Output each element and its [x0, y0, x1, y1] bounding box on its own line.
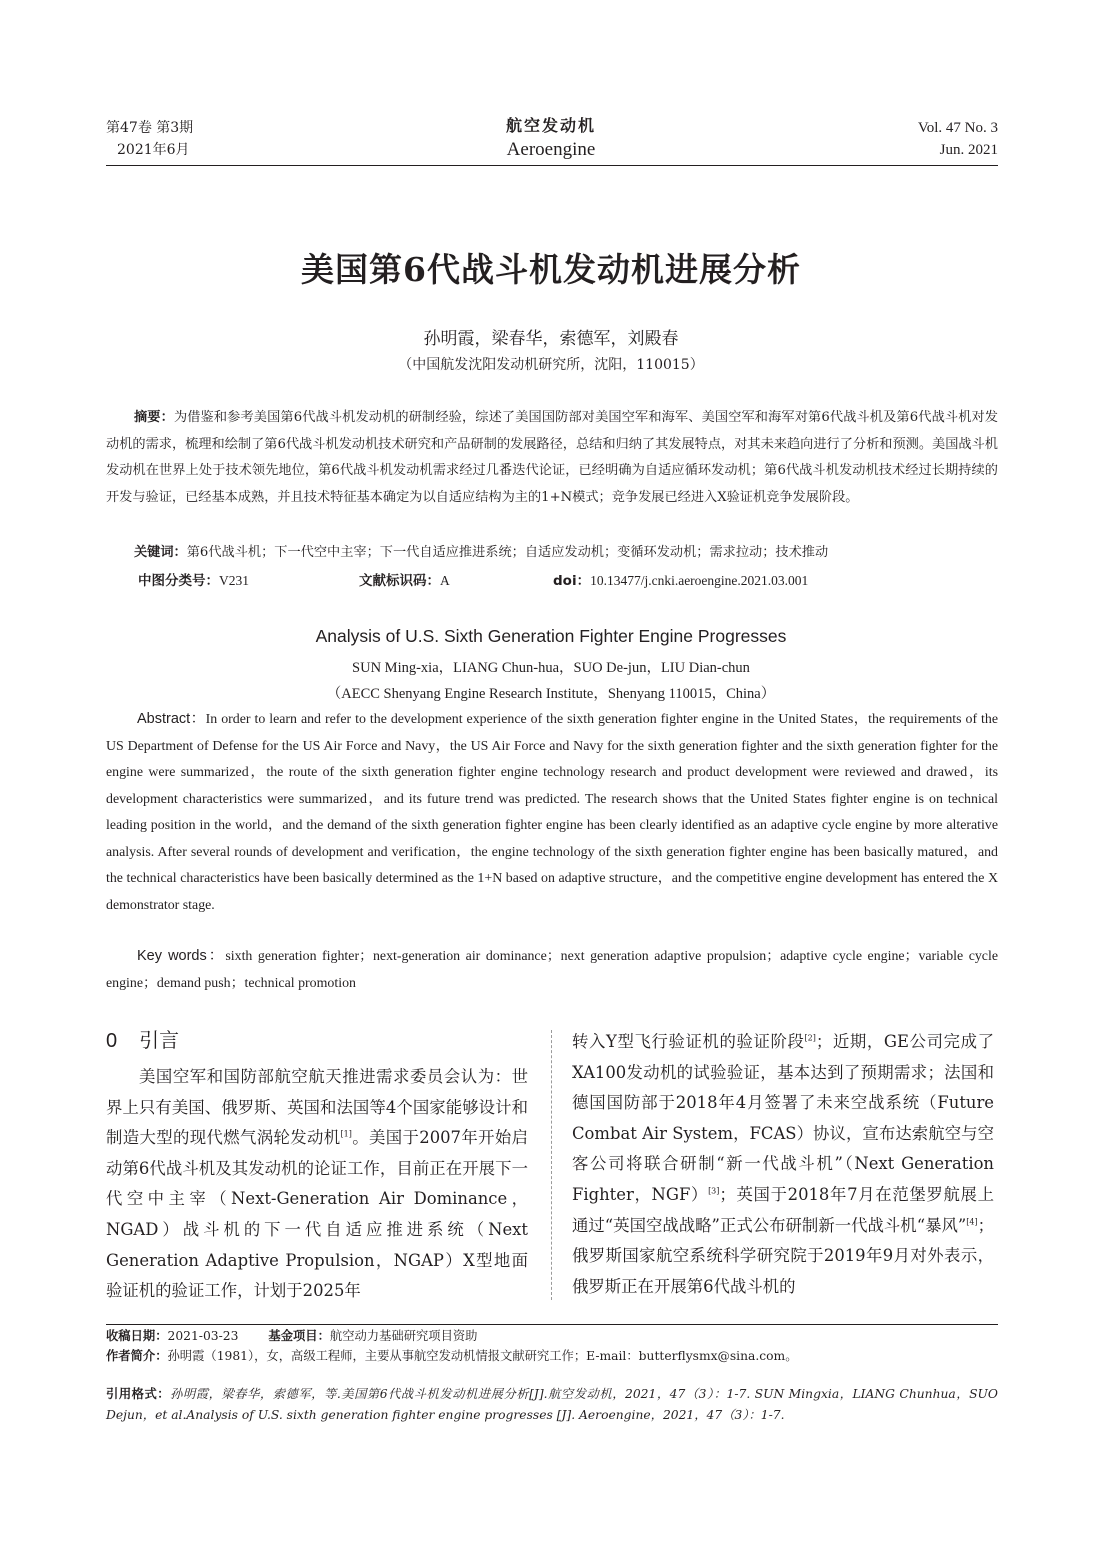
clc-number	[138, 571, 249, 591]
clc-value: V231	[219, 573, 249, 588]
english-title: Analysis of U.S. Sixth Generation Fighter Engine Progresses	[315, 626, 787, 646]
body-right-text-c: ；英国于2018年7月在范堡罗航展上通过“英国空战战略”正式公布研制新一代战斗机“暴风”	[572, 1184, 995, 1235]
body-column-right	[572, 1027, 994, 1302]
citation-value: 孙明霞，梁春华，索德军，等.美国第6代战斗机发动机进展分析[J].航空发动机，2021，47（3）：1-7. SUN Mingxia，LIANG Chunhua，SUO Dejun，et al.Analysis of U.S. sixth generation fighter engine progresses [J]. Aeroengine，2021，47（3）：1-7.	[106, 1387, 998, 1422]
header-vol-issue-zh: 第47卷 第3期	[106, 120, 194, 136]
received-value: 2021-03-23	[167, 1329, 239, 1343]
doi-label: doi：	[553, 573, 591, 589]
affiliation: （中国航发沈阳发动机研究所，沈阳，110015）	[398, 357, 704, 373]
body-left-text-a: 美国空军和国防部航空航天推进需求委员会认为：世界上只有美国、俄罗斯、英国和法国等4个国家能够设计和制造大型的现代燃气涡轮发动机	[106, 1067, 528, 1148]
clc-label: 中图分类号：	[138, 573, 219, 589]
authors: 孙明霞，梁春华，索德军，刘殿春	[423, 329, 679, 349]
fund-label: 基金项目：	[268, 1329, 330, 1343]
abstract-zh-text: 为借鉴和参考美国第6代战斗机发动机的研制经验，综述了美国国防部对美国空军和海军、美国空军和海军对第6代战斗机及第6代战斗机对发动机的需求，梳理和绘制了第6代战斗机发动机技术研究和产品研制的发展路径，总结和归纳了其发展特点，对其未来趋向进行了分析和预测。美国战斗机发动机在世界上处于技术领先地位，第6代战斗机发动机需求经过几番迭代论证，已经明确为自适应循环发动机；第6代战斗机发动机技术经过长期持续的开发与验证，已经基本成熟，并且技术特征基本确定为以自适应结构为主的1+N模式；竞争发展已经进入X验证机竞争发展阶段。	[106, 410, 998, 505]
header-date-zh: 2021年6月	[117, 142, 190, 158]
received-label: 收稿日期：	[106, 1329, 168, 1343]
footnote-received-fund	[106, 1326, 998, 1346]
section-title: 引言	[139, 1030, 180, 1052]
english-affiliation: （AECC Shenyang Engine Research Institute，Shenyang 110015，China）	[326, 686, 776, 702]
paper-title: 美国第6代战斗机发动机进展分析	[301, 250, 801, 289]
abstract-en-label: Abstract：	[137, 711, 206, 727]
header-vol-issue-en: Vol. 47 No. 3	[917, 120, 998, 136]
body-left-text-b: 。美国于2007年开始启动第6代战斗机及其发动机的论证工作，目前正在开展下一代空中主宰（Next-Generation Air Dominance，NGAD）战斗机的下一代自适应推进系统（Next Generation Adaptive Propulsion，NGAP）X型地面验证机的验证工作，计划于2025年	[106, 1128, 528, 1301]
keywords-zh-text: 第6代战斗机；下一代空中主宰；下一代自适应推进系统；自适应发动机；变循环发动机；需求拉动；技术推动	[186, 545, 829, 560]
keywords-zh-label: 关键词：	[134, 545, 187, 560]
citation-ref-1: [1]	[340, 1129, 352, 1139]
bio-value: 孙明霞（1981），女，高级工程师，主要从事航空发动机情报文献研究工作；E-mail：butterflysmx@sina.com。	[167, 1349, 798, 1363]
abstract-zh-label: 摘要：	[134, 410, 174, 425]
header-right	[918, 117, 998, 161]
bio-label: 作者简介：	[106, 1349, 168, 1363]
section-number: 0	[106, 1030, 118, 1052]
doi-value: 10.13477/j.cnki.aeroengine.2021.03.001	[590, 573, 809, 588]
body-right-text-a: 转入Y型飞行验证机的验证阶段	[572, 1032, 805, 1051]
english-authors: SUN Ming-xia，LIANG Chun-hua，SUO De-jun，LIU Dian-chun	[352, 660, 750, 676]
section-heading	[106, 1024, 179, 1053]
journal-name-zh: 航空发动机	[505, 116, 596, 135]
citation-format	[106, 1384, 998, 1426]
doc-code-label: 文献标识码：	[359, 573, 440, 589]
fund-value: 航空动力基础研究项目资助	[329, 1329, 478, 1343]
keywords-en-label: Key words：	[137, 948, 226, 964]
keywords-en-text: sixth generation fighter；next-generation air dominance；next generation adaptive propulsion；adaptive cycle engine；variable cycle engine；demand push；technical promotion	[106, 949, 998, 991]
abstract-zh	[106, 405, 998, 511]
body-right-text-d: ；俄罗斯国家航空系统科学研究院于2019年9月对外表示，俄罗斯正在开展第6代战斗机的	[572, 1215, 994, 1296]
citation-ref-4: [4]	[966, 1217, 978, 1227]
abstract-en-text: In order to learn and refer to the development experience of the sixth generation fighter engine in the United States，the requirements of the US Department of Defense for the US Air Force and Navy，the US Air Force and Navy for the sixth generation fighter and the sixth generation fighter for the engine were summarized，the route of the sixth generation fighter engine technology research and product development were reviewed and drawed，its development characteristics were summarized，and its future trend was predicted. The research shows that the United States fighter engine is on technical leading position in the world，and the demand of the sixth generation fighter engine has been clearly identified as an adaptive cycle engine by more alterative analysis. After several rounds of development and verification，the engine technology of the sixth generation fighter engine has been basically matured，and the technical characteristics have been basically determined as the 1+N based on adaptive structure，and the competitive engine development has entered the X demonstrator stage.	[106, 712, 999, 913]
journal-name-en: Aeroengine	[506, 139, 596, 160]
footnote-rule	[106, 1324, 998, 1325]
footnote-author-bio	[106, 1346, 998, 1366]
doi	[553, 571, 808, 591]
citation-ref-2: [2]	[804, 1033, 816, 1043]
citation-label: 引用格式：	[106, 1387, 171, 1401]
document-code	[359, 571, 450, 591]
body-column-left	[106, 1062, 528, 1307]
citation-ref-3: [3]	[708, 1186, 720, 1196]
column-divider	[551, 1030, 552, 1300]
doc-code-value: A	[440, 573, 450, 588]
header-rule	[106, 165, 998, 166]
header-date-en: Jun. 2021	[939, 142, 998, 158]
keywords-zh	[106, 540, 998, 567]
body-right-text-b: ；近期，GE公司完成了XA100发动机的试验验证，基本达到了预期需求；法国和德国国防部于2018年4月签署了未来空战系统（Future Combat Air System，FCAS）协议，宣布达索航空与空客公司将联合研制“新一代战斗机”（Next Generation Fighter，NGF）	[572, 1032, 994, 1204]
abstract-en	[106, 706, 998, 919]
keywords-en	[106, 943, 998, 997]
